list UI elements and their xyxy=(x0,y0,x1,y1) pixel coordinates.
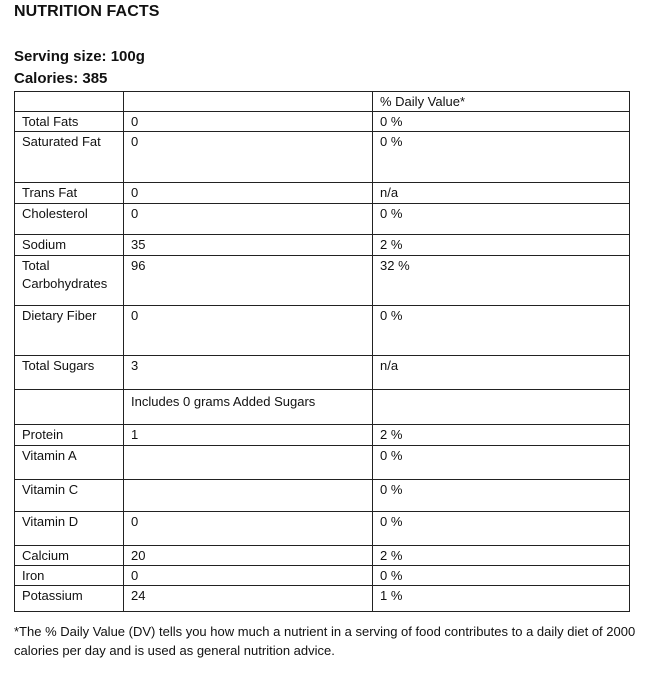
nutrient-name: Vitamin A xyxy=(15,446,124,480)
nutrient-name: Potassium xyxy=(15,586,124,612)
nutrient-name: Total Carbohydrates xyxy=(15,256,124,306)
nutrient-name xyxy=(15,390,124,425)
table-row xyxy=(15,112,630,132)
nutrient-amount: 0 xyxy=(124,566,373,586)
table-row xyxy=(15,390,630,425)
nutrient-daily-value: 0 % xyxy=(373,480,630,512)
nutrition-table xyxy=(14,91,630,612)
nutrient-name: Total Sugars xyxy=(15,356,124,390)
nutrient-amount: 96 xyxy=(124,256,373,306)
nutrient-name: Protein xyxy=(15,425,124,446)
nutrient-name: Trans Fat xyxy=(15,183,124,204)
nutrient-name: Sodium xyxy=(15,235,124,256)
nutrient-daily-value: 0 % xyxy=(373,204,630,235)
nutrient-daily-value: 0 % xyxy=(373,512,630,546)
nutrient-amount: 20 xyxy=(124,546,373,566)
table-row xyxy=(15,566,630,586)
nutrient-daily-value: 0 % xyxy=(373,306,630,356)
page-title: NUTRITION FACTS xyxy=(14,3,160,20)
table-row xyxy=(15,546,630,566)
header-cell xyxy=(15,92,124,112)
nutrient-daily-value: 2 % xyxy=(373,546,630,566)
nutrient-name: Calcium xyxy=(15,546,124,566)
nutrient-name: Cholesterol xyxy=(15,204,124,235)
nutrient-amount: 0 xyxy=(124,112,373,132)
table-row xyxy=(15,204,630,235)
table-row xyxy=(15,235,630,256)
nutrient-amount: 3 xyxy=(124,356,373,390)
nutrient-daily-value: 0 % xyxy=(373,112,630,132)
nutrient-daily-value: 1 % xyxy=(373,586,630,612)
table-row xyxy=(15,132,630,183)
nutrient-daily-value xyxy=(373,390,630,425)
footnote: *The % Daily Value (DV) tells you how much a nutrient in a serving of food contributes to a daily diet of 2000 calories per day and is used as general nutrition advice. xyxy=(14,624,636,658)
table-row xyxy=(15,183,630,204)
nutrient-amount xyxy=(124,446,373,480)
nutrient-amount: Includes 0 grams Added Sugars xyxy=(124,390,373,425)
nutrient-amount: 35 xyxy=(124,235,373,256)
table-row xyxy=(15,356,630,390)
table-row xyxy=(15,306,630,356)
header-cell xyxy=(124,92,373,112)
table-row xyxy=(15,512,630,546)
nutrient-amount: 0 xyxy=(124,183,373,204)
nutrient-daily-value: 0 % xyxy=(373,566,630,586)
nutrient-daily-value: n/a xyxy=(373,183,630,204)
nutrient-name: Vitamin D xyxy=(15,512,124,546)
nutrient-daily-value: 2 % xyxy=(373,425,630,446)
nutrient-amount: 0 xyxy=(124,512,373,546)
nutrient-name: Vitamin C xyxy=(15,480,124,512)
nutrient-daily-value: n/a xyxy=(373,356,630,390)
table-header-row xyxy=(15,92,630,112)
calories: Calories: 385 xyxy=(14,70,108,87)
nutrient-amount: 0 xyxy=(124,132,373,183)
nutrient-daily-value: 0 % xyxy=(373,446,630,480)
nutrient-daily-value: 32 % xyxy=(373,256,630,306)
nutrient-name: Dietary Fiber xyxy=(15,306,124,356)
nutrient-amount xyxy=(124,480,373,512)
table-row xyxy=(15,425,630,446)
nutrient-daily-value: 2 % xyxy=(373,235,630,256)
nutrient-name: Total Fats xyxy=(15,112,124,132)
serving-size: Serving size: 100g xyxy=(14,48,145,65)
nutrient-amount: 0 xyxy=(124,204,373,235)
table-row xyxy=(15,586,630,612)
table-row xyxy=(15,256,630,306)
nutrient-daily-value: 0 % xyxy=(373,132,630,183)
nutrient-amount: 24 xyxy=(124,586,373,612)
nutrient-amount: 0 xyxy=(124,306,373,356)
nutrient-name: Saturated Fat xyxy=(15,132,124,183)
header-cell-daily-value: % Daily Value* xyxy=(373,92,630,112)
table-row xyxy=(15,480,630,512)
table-row xyxy=(15,446,630,480)
nutrient-amount: 1 xyxy=(124,425,373,446)
nutrient-name: Iron xyxy=(15,566,124,586)
